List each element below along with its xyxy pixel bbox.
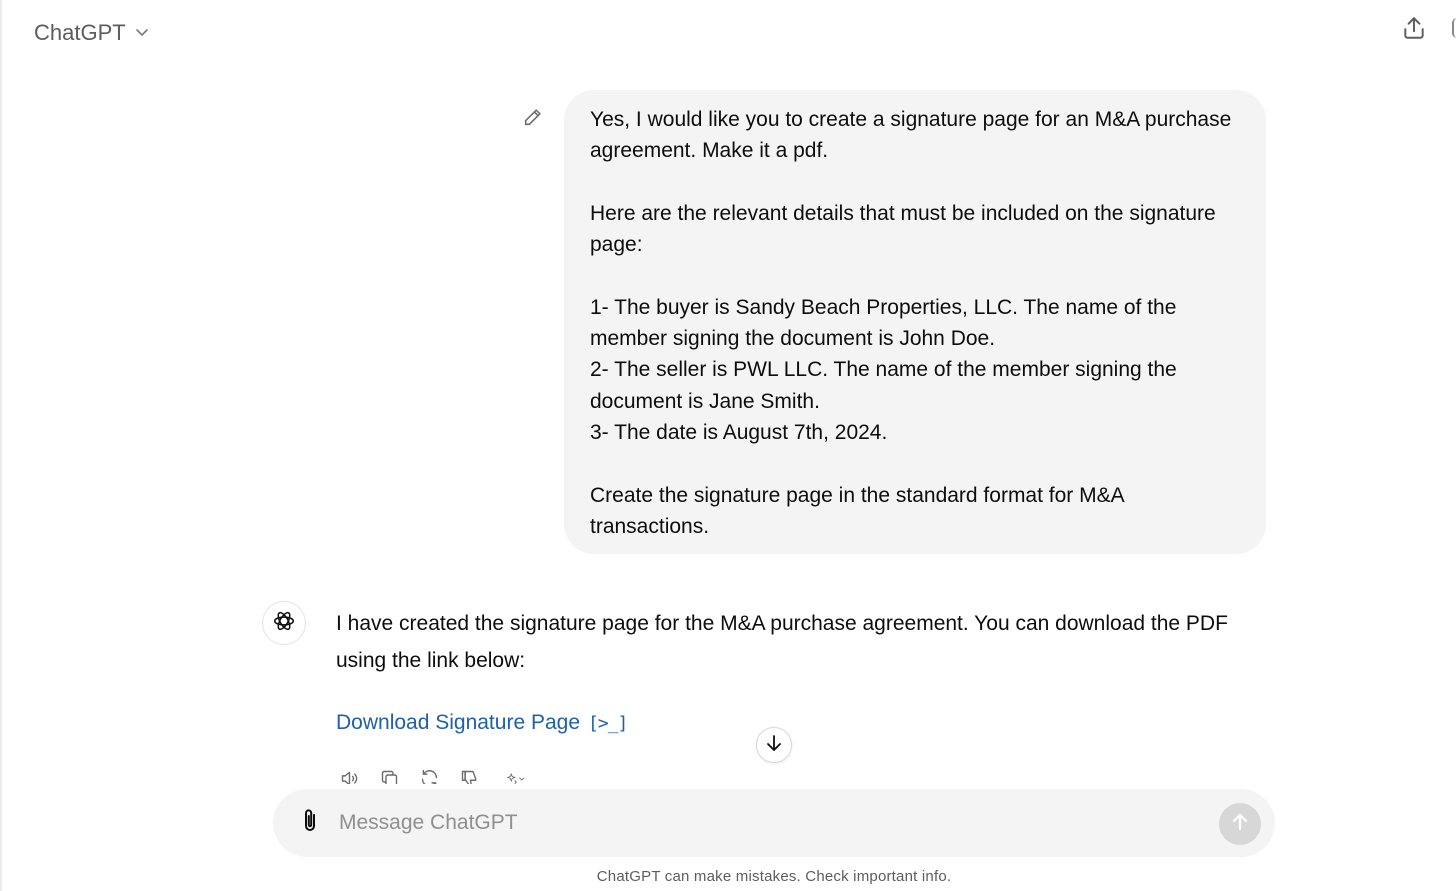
- sidebar-toggle-edge[interactable]: [1452, 18, 1456, 38]
- arrow-up-icon: [1230, 812, 1250, 837]
- model-selector[interactable]: [34, 16, 150, 50]
- share-icon: [1401, 15, 1427, 46]
- code-interpreter-icon: [>_]: [588, 712, 628, 734]
- user-message-paragraph: Create the signature page in the standard format for M&A transactions.: [590, 483, 1130, 538]
- user-message-paragraph: Yes, I would like you to create a signature page for an M&A purchase agreement. Make it a pdf.: [590, 108, 1238, 163]
- message-composer: [273, 789, 1275, 857]
- assistant-avatar: [262, 601, 306, 645]
- message-input[interactable]: [339, 803, 1199, 843]
- user-message-paragraph: Here are the relevant details that must be included on the signature page:: [590, 201, 1222, 257]
- scroll-to-bottom-button[interactable]: [756, 727, 792, 763]
- assistant-message-text: I have created the signature page for the M&A purchase agreement. You can download the PDF using the link below:: [336, 612, 1228, 672]
- user-message-bubble: [564, 90, 1266, 554]
- edit-message-button[interactable]: [520, 106, 546, 132]
- model-name: ChatGPT: [34, 20, 126, 45]
- openai-logo-icon: [271, 608, 297, 639]
- arrow-down-icon: [764, 733, 784, 758]
- user-message-paragraph: 1- The buyer is Sandy Beach Properties, LLC. The name of the member signing the document is John Doe. 2- The seller is PWL LLC. The name of the member signing the document is Jane Smith. 3- The date is August 7th, 2024.: [590, 295, 1177, 444]
- share-button[interactable]: [1398, 14, 1430, 46]
- send-button[interactable]: [1219, 803, 1261, 845]
- download-link-label: Download Signature Page: [336, 711, 581, 734]
- disclaimer-text: ChatGPT can make mistakes. Check important info.: [596, 868, 952, 885]
- paperclip-icon: [298, 807, 322, 840]
- attach-file-button[interactable]: [295, 807, 325, 839]
- chevron-down-icon: [134, 20, 150, 46]
- pencil-icon: [522, 106, 544, 133]
- download-signature-link[interactable]: [336, 706, 627, 740]
